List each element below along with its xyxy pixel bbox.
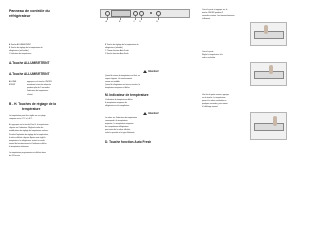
diagram-letter: E — [156, 20, 158, 23]
text-line: En appuyant sur la touche B ou H, la température — [9, 124, 49, 127]
diagram-letter: C — [133, 20, 135, 23]
attention-box-2 — [143, 112, 159, 115]
legend-item: D Touche fonction Auto Fresh — [105, 53, 129, 56]
finger-illustration — [264, 25, 268, 34]
section-a-heading: A.Touche ALLUME/ETEINT — [9, 61, 50, 65]
text-line: Ouvrir la porte — [202, 51, 214, 53]
text-line: réfrigérateur et du congélateur. — [105, 105, 130, 108]
panel-illustration — [254, 123, 284, 131]
text-line: sonore est audible. — [105, 81, 121, 84]
finger-illustration — [273, 116, 277, 126]
text-line: passe à la valeur souhaitée en — [202, 100, 227, 103]
attention-box-1 — [143, 70, 159, 73]
row-term: ETEINT — [9, 84, 16, 87]
text-line: Pendant l'opération de réglage de la température, — [9, 133, 49, 136]
text-line: Quand le réfrigérateur est mis en marche, la — [105, 84, 141, 87]
row-line: pendant plus de 2 secondes — [27, 87, 50, 90]
row-line: l'indicateur de température — [27, 90, 49, 93]
attention-label: Attention! — [148, 112, 159, 115]
row — [9, 85, 89, 87]
row-line: s'éteint — [27, 93, 33, 96]
section-m-heading: M. Indicateur de température — [105, 93, 149, 97]
illustration-3 — [250, 112, 287, 140]
section-b-text — [9, 116, 49, 159]
text-line: la température moyenne du — [105, 102, 127, 105]
text-line: température, le réfrigérateur revient au mode — [9, 139, 45, 142]
attention-label: Attention! — [148, 70, 159, 73]
text-line: selon la quantité et le type d'aliments. — [105, 132, 135, 135]
text-line: à l'affichage normal. — [202, 106, 218, 109]
right-bullet-2 — [202, 52, 223, 61]
text-line: correspond à la température — [105, 120, 128, 123]
section-a-rows — [9, 82, 89, 96]
legend-item: C Témoin fonction Auto Fresh — [105, 50, 129, 53]
text-line: du compartiment réfrigérateur — [105, 126, 129, 129]
text-line: La température programmée est affichée dans — [9, 152, 46, 155]
section-b-heading-line1: B - H. Touches de réglage de la — [9, 102, 57, 106]
legend-item: réfrigérateur (réchauffer) — [9, 50, 29, 53]
illustration-1 — [250, 22, 287, 46]
text-line: peut varier de la valeur affichée, — [105, 129, 131, 132]
illustration-2 — [250, 62, 287, 86]
left-legend — [9, 45, 43, 56]
panel-title-line2: réfrigérateur — [9, 14, 31, 18]
text-line: Une fois la porte ouverte, appuyer — [202, 94, 230, 96]
row-desc: maintenez la touche enfoncée — [27, 84, 51, 87]
attention-text-2 — [105, 118, 137, 137]
legend-item: A Touche ALLUME/ETEINT — [9, 44, 31, 46]
row-term: ALLUME — [9, 81, 17, 83]
section-d-heading: D. Touche fonction Auto Fresh — [105, 140, 152, 144]
text-line: température moyenne s'affiche. — [105, 87, 131, 90]
legend-item: réfrigérateur (refroidir) — [105, 47, 123, 50]
legend-item: B Touche de réglage de la température du — [105, 44, 139, 46]
panel-title-line1: Panneau de contrôle du — [9, 9, 50, 13]
text-line: Ouvrir la porte et appuyer sur la — [202, 9, 228, 11]
text-line: voyant clignote. Un avertissement — [105, 78, 132, 81]
legend-item: B Touche de réglage de la température du — [9, 47, 43, 50]
text-line: modifications de réglage de température voulues. — [9, 130, 49, 133]
row-desc: appuyez sur la touche ON/OFF — [27, 81, 52, 83]
text-line: la valeur affichée clignote. Après avoir réglé la — [9, 136, 46, 139]
right-bullet-3 — [202, 95, 229, 110]
middle-legend — [105, 45, 139, 56]
attention-text-1 — [105, 76, 140, 91]
text-line: moyenne. La température moyenne — [105, 123, 134, 126]
diagram-letter: B — [119, 20, 121, 23]
text-line: les 24 heures. — [9, 155, 21, 158]
section-a-heading-repeat: A.Touche ALLUME/ETEINT — [9, 72, 50, 76]
diagram-letter: D — [139, 20, 141, 23]
text-line: L'indicateur de température affiche — [105, 99, 133, 101]
temperature-display-window — [111, 10, 131, 17]
diagram-letter: A — [105, 20, 107, 23]
text-line: comprise entre +2°C et +8°C. — [9, 118, 33, 121]
text-line: touche ON/OFF pendant 3 — [202, 12, 224, 15]
text-line: Régler la température à la — [202, 54, 223, 57]
text-line: valeur souhaitée. — [202, 57, 216, 60]
section-b-heading-line2: température — [22, 107, 41, 111]
finger-illustration — [269, 65, 273, 74]
warning-triangle-icon — [143, 70, 147, 73]
legend-item: C Indicateur de température — [9, 53, 32, 56]
panel-illustration — [254, 31, 284, 39]
section-m-text — [105, 100, 133, 109]
text-line: la température intérieure. — [9, 145, 30, 148]
text-line: secondes environ. Les témoins lumineux — [202, 15, 235, 18]
text-line: quelques secondes, puis revient — [202, 103, 228, 106]
text-line: normal de fonctionnement et l'indicateur affiche — [9, 142, 47, 145]
text-line: Quand le niveau de température est fixé, un — [105, 75, 140, 77]
text-line: clignote sur l'indicateur. Réglez-la selon les — [9, 127, 44, 130]
text-line: s'allument. — [202, 18, 211, 21]
text-line: La valeur sur l'indicateur de température — [105, 117, 138, 119]
text-line: sur la touche. La température — [202, 97, 226, 100]
text-line: La température peut être réglée sur une plage — [9, 115, 46, 117]
warning-triangle-icon — [143, 112, 147, 115]
auto-fresh-indicator-shape — [150, 12, 152, 14]
right-bullet-1 — [202, 10, 234, 22]
